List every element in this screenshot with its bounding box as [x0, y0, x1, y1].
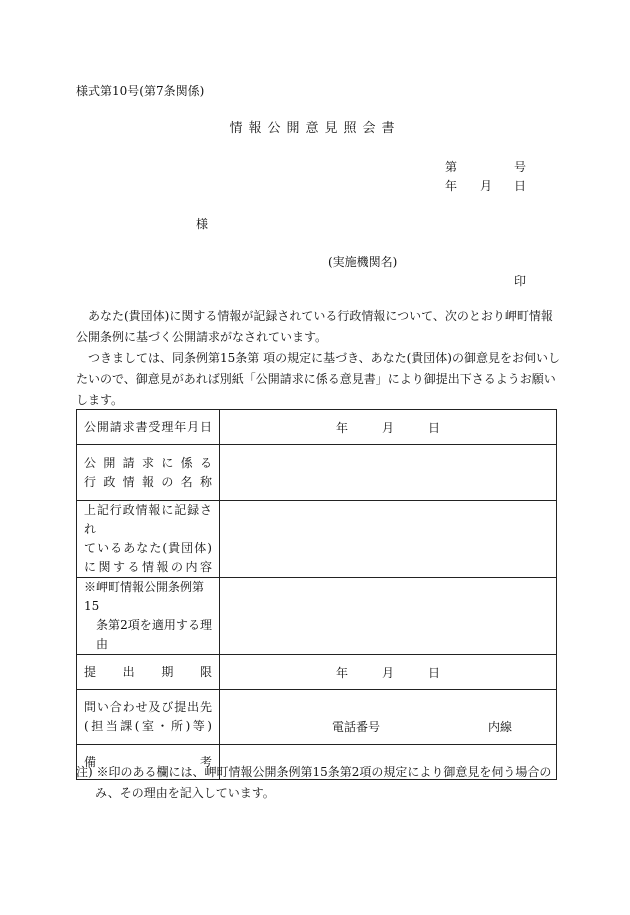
label-line: 問い合わせ及び提出先: [84, 700, 212, 714]
label-reason: [77, 578, 220, 655]
note-line-1: 注) ※印のある欄には、岬町情報公開条例第15条第2項の規定により御意見を伺う場合の: [76, 765, 552, 779]
extension-label: 内線: [488, 719, 513, 734]
value-info-content: [220, 501, 557, 578]
label-line: 公開請求に係る: [84, 455, 212, 470]
date-day: 日: [428, 420, 441, 435]
seal-mark: 印: [514, 274, 527, 288]
label-request-received-date: 公開請求書受理年月日: [77, 410, 220, 445]
value-deadline: [220, 655, 557, 690]
info-table: [76, 409, 557, 780]
date-month: 月: [480, 179, 493, 193]
date-year: 年: [335, 420, 348, 435]
number-prefix: 第: [445, 160, 458, 174]
table-row: [77, 578, 557, 655]
label-line: に関する情報の内容: [84, 560, 212, 574]
paragraph-2: つきましては、同条例第15条第 項の規定に基づき、あなた(貴団体)の御意見をお伺いしたいので、御意見があれば別紙「公開請求に係る意見書」により御提出下さるようお願いします。: [76, 351, 560, 407]
agency-name: (実施機関名): [328, 255, 398, 269]
label-line: 由: [96, 637, 109, 651]
table-row: [77, 655, 557, 690]
date-day: 日: [428, 665, 441, 680]
label-info-name: [77, 445, 220, 501]
table-row: [77, 445, 557, 501]
note-line-2: み、その理由を記入しています。: [95, 786, 275, 800]
label-contact: [77, 690, 220, 745]
date-year: 年: [445, 179, 458, 193]
label-line: (担当課(室・所)等): [84, 719, 212, 733]
value-info-name: [220, 445, 557, 501]
date-year: 年: [335, 665, 348, 680]
label-line: 行政情報の名称: [84, 474, 212, 489]
label-line: ているあなた(貴団体): [84, 541, 212, 555]
number-suffix: 号: [514, 160, 527, 174]
label-line: 条第2項を適用する理: [96, 618, 212, 632]
label-line: 上記行政情報に記録され: [84, 503, 212, 536]
date-month: 月: [381, 665, 394, 680]
value-request-received-date: [220, 410, 557, 445]
label-deadline: 提出期限: [77, 655, 220, 690]
phone-label: 電話番号: [332, 719, 381, 734]
document-title: 情報公開意見照会書: [229, 121, 401, 136]
form-number: 様式第10号(第7条関係): [76, 84, 205, 98]
paragraph-1: あなた(貴団体)に関する情報が記録されている行政情報について、次のとおり岬町情報公開条例に基づく公開請求がなされています。: [76, 309, 553, 344]
value-contact: [220, 690, 557, 745]
label-remarks: 備考: [77, 745, 220, 780]
addressee-suffix: 様: [196, 217, 209, 231]
date-day: 日: [514, 179, 527, 193]
table-row: [77, 410, 557, 445]
table-row: [77, 501, 557, 578]
table-row: [77, 690, 557, 745]
date-month: 月: [381, 420, 394, 435]
value-reason: [220, 578, 557, 655]
label-line: ※岬町情報公開条例第15: [84, 580, 205, 613]
label-info-content: [77, 501, 220, 578]
